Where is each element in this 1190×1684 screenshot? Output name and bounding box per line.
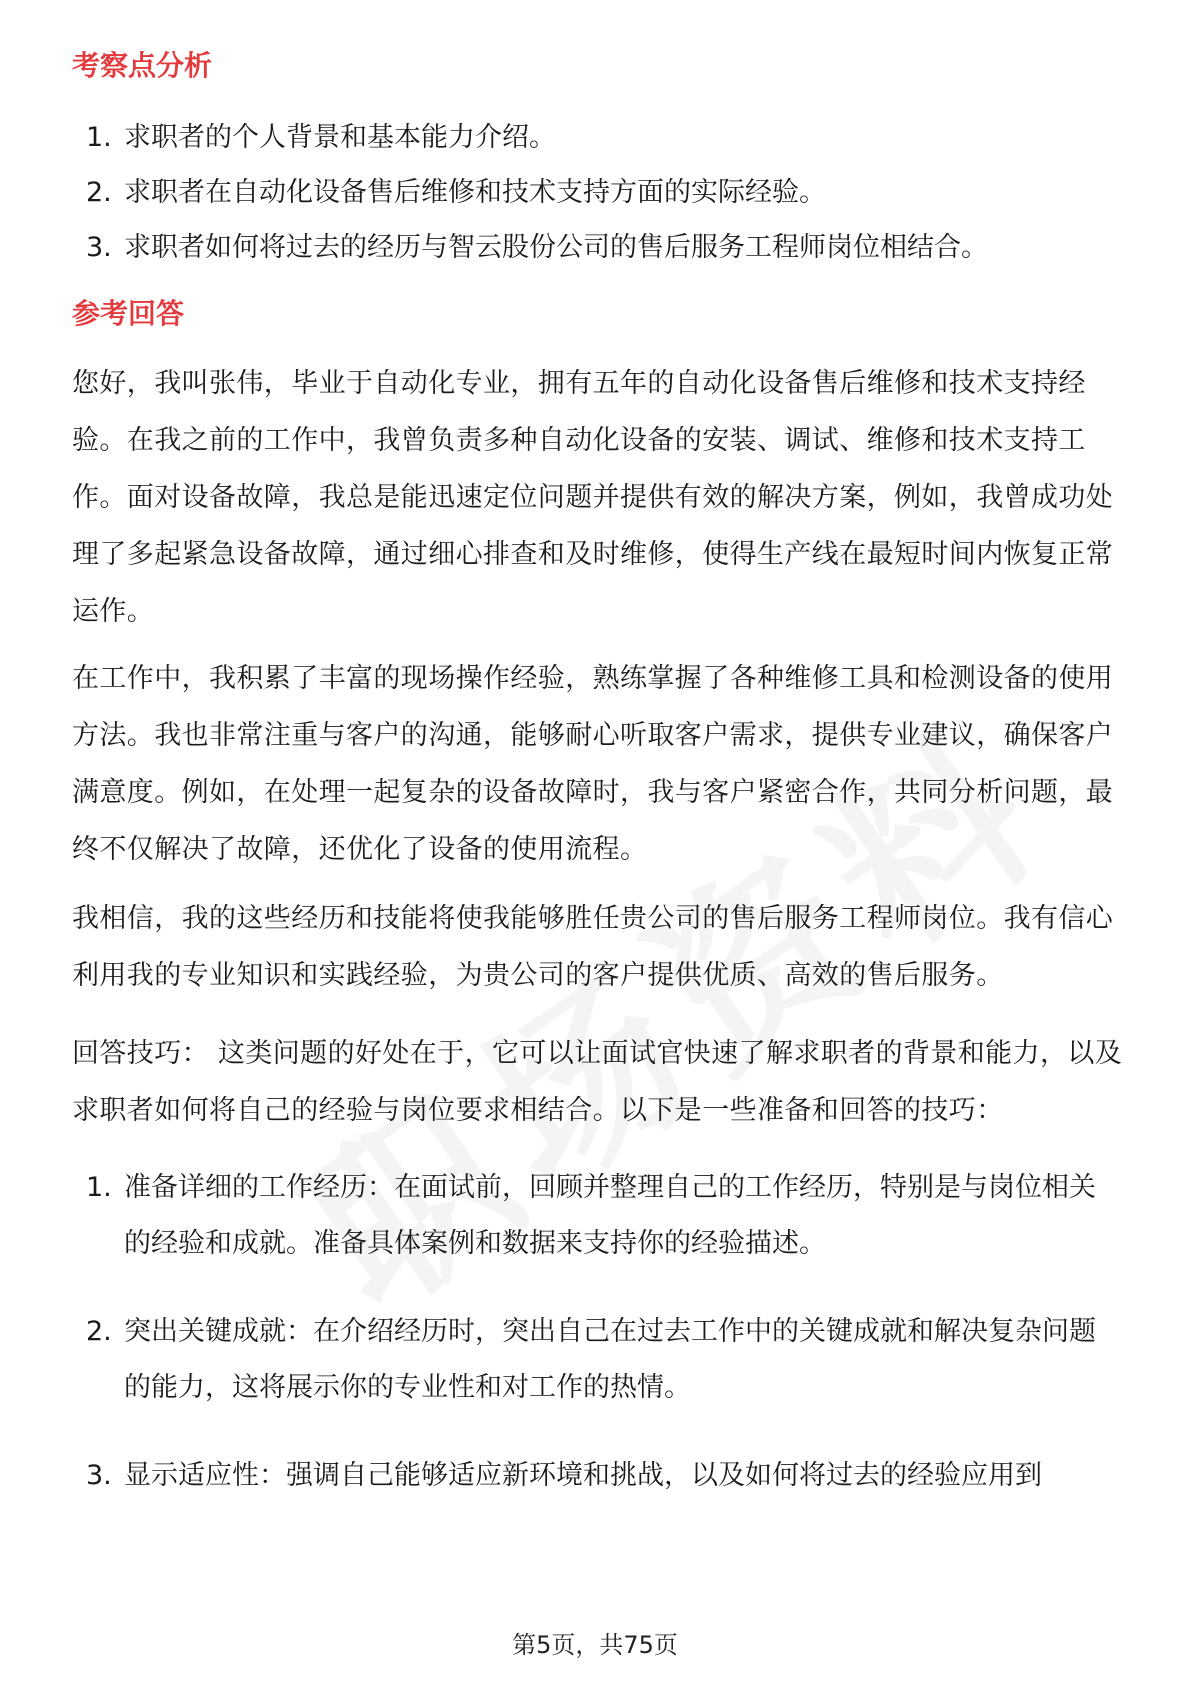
list-item-text: 显示适应性：强调自己能够适应新环境和挑战，以及如何将过去的经验应用到 (124, 1460, 1042, 1491)
tips-list (86, 1160, 1122, 1536)
list-item (86, 110, 1122, 165)
list-item (86, 220, 1122, 275)
list-item (86, 1304, 1122, 1416)
list-item-text: 准备详细的工作经历：在面试前，回顾并整理自己的工作经历，特别是与岗位相关的经验和成就。准备具体案例和数据来支持你的经验描述。 (124, 1172, 1096, 1259)
list-item (86, 1160, 1122, 1272)
list-item (86, 165, 1122, 220)
tips-intro-paragraph: 回答技巧： 这类问题的好处在于，它可以让面试官快速了解求职者的背景和能力，以及求职者如何将自己的经验与岗位要求相结合。以下是一些准备和回答的技巧： (72, 1038, 1123, 1126)
list-item-number: 1. (86, 122, 112, 153)
list-item-text: 突出关键成就：在介绍经历时，突出自己在过去工作中的关键成就和解决复杂问题的能力，这将展示你的专业性和对工作的热情。 (124, 1316, 1096, 1403)
list-item-number: 3. (86, 232, 112, 263)
answer-paragraph: 您好，我叫张伟，毕业于自动化专业，拥有五年的自动化设备售后维修和技术支持经验。在我之前的工作中，我曾负责多种自动化设备的安装、调试、维修和技术支持工作。面对设备故障，我总是能迅速定位问题并提供有效的解决方案，例如，我曾成功处理了多起紧急设备故障，通过细心排查和及时维修，使得生产线在最短时间内恢复正常运作。 (72, 368, 1114, 627)
analysis-list (86, 110, 1122, 275)
list-item-text: 求职者如何将过去的经历与智云股份公司的售后服务工程师岗位相结合。 (124, 232, 988, 263)
list-item-number: 2. (86, 177, 112, 208)
list-item (86, 1448, 1122, 1504)
list-item-number: 3. (86, 1460, 112, 1491)
answer-paragraph: 在工作中，我积累了丰富的现场操作经验，熟练掌握了各种维修工具和检测设备的使用方法。我也非常注重与客户的沟通，能够耐心听取客户需求，提供专业建议，确保客户满意度。例如，在处理一起复杂的设备故障时，我与客户紧密合作，共同分析问题，最终不仅解决了故障，还优化了设备的使用流程。 (72, 663, 1114, 865)
list-item-text: 求职者在自动化设备售后维修和技术支持方面的实际经验。 (124, 177, 826, 208)
section-heading-analysis: 考察点分析 (72, 49, 213, 82)
list-item-number: 1. (86, 1172, 112, 1203)
page-number: 第5页，共75页 (512, 1631, 678, 1659)
list-item-text: 求职者的个人背景和基本能力介绍。 (124, 122, 556, 153)
section-heading-reference-answer: 参考回答 (72, 297, 185, 330)
answer-paragraph: 我相信，我的这些经历和技能将使我能够胜任贵公司的售后服务工程师岗位。我有信心利用我的专业知识和实践经验，为贵公司的客户提供优质、高效的售后服务。 (72, 903, 1114, 991)
list-item-number: 2. (86, 1316, 112, 1347)
